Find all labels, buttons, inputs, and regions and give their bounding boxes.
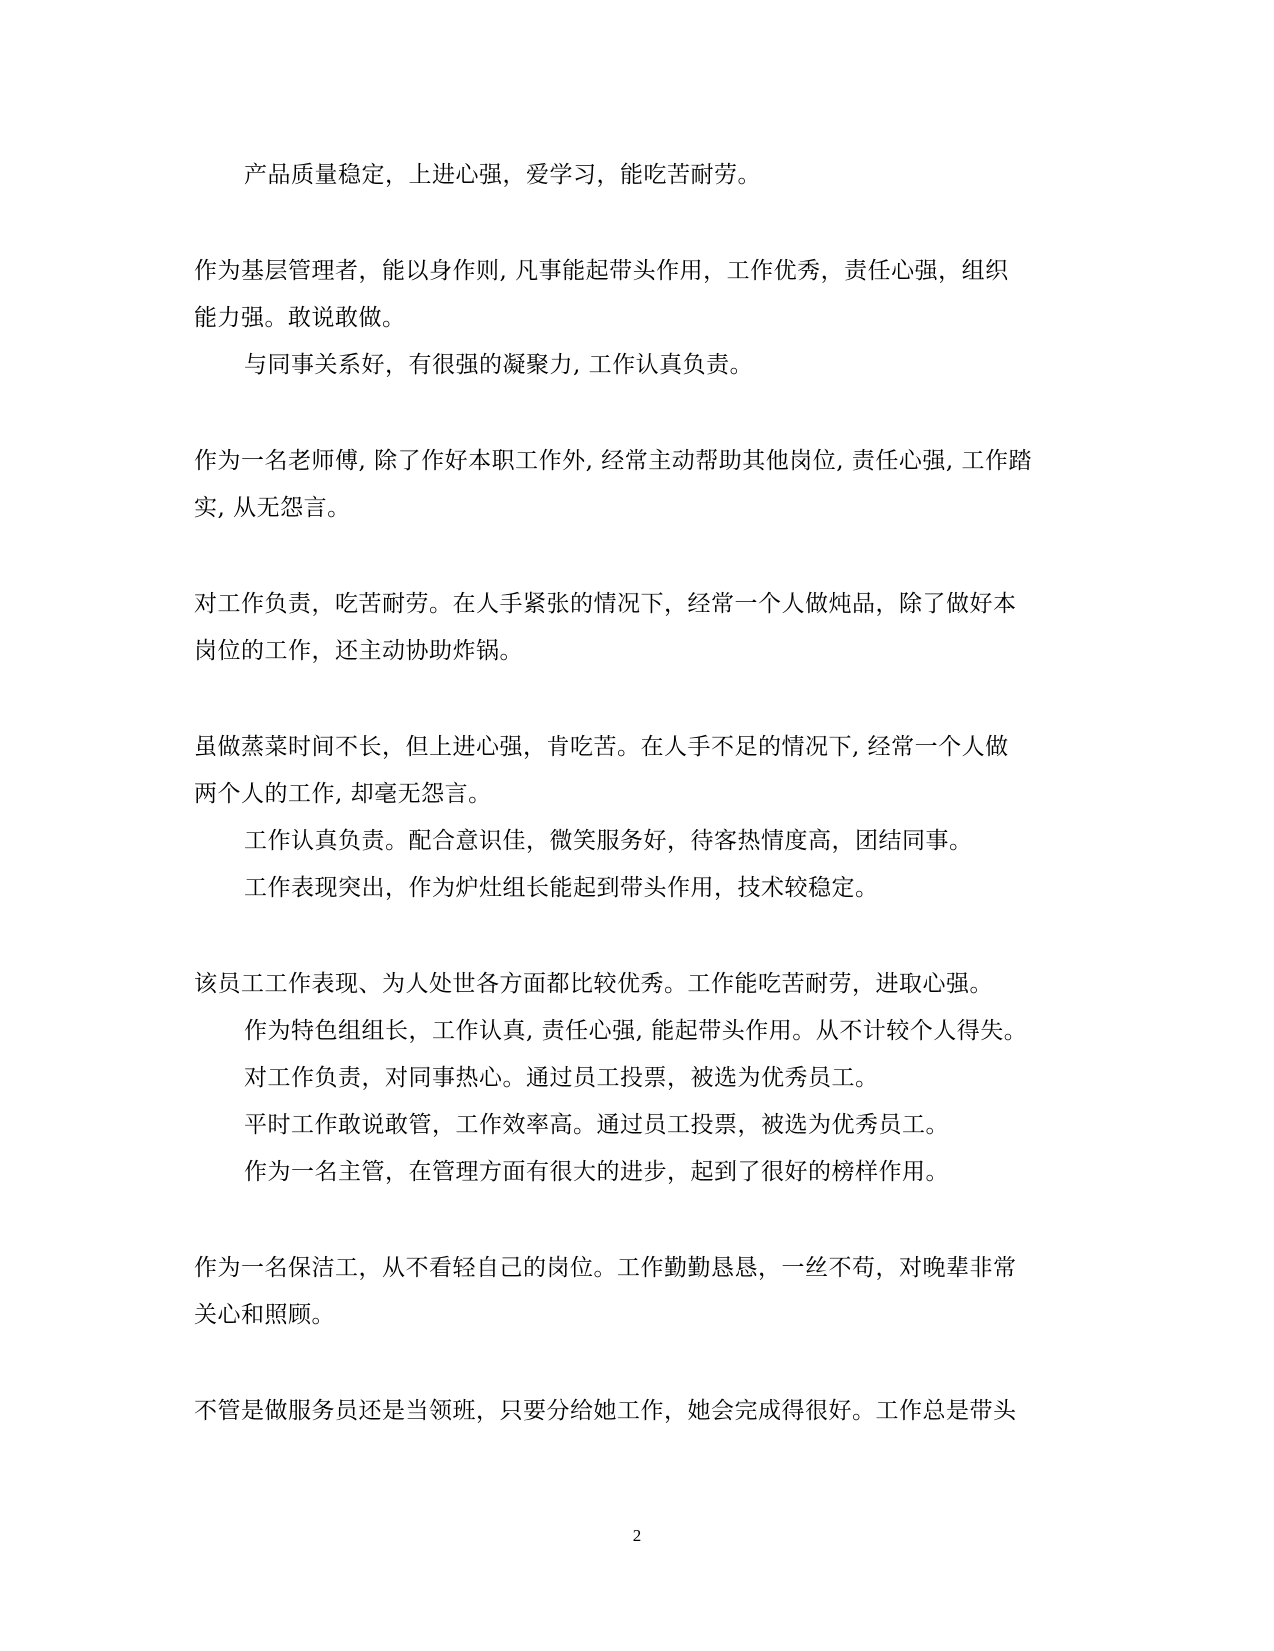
- text-line: 岗位的工作，还主动协助炸锅。: [194, 638, 523, 664]
- text-line: 作为一名老师傅, 除了作好本职工作外, 经常主动帮助其他岗位, 责任心强, 工作踏: [194, 448, 1032, 474]
- text-line: 不管是做服务员还是当领班，只要分给她工作，她会完成得很好。工作总是带头: [194, 1398, 1017, 1424]
- text-line: 能力强。敢说敢做。: [194, 305, 406, 331]
- text-line: 两个人的工作, 却毫无怨言。: [194, 781, 492, 807]
- text-line: 对工作负责，对同事热心。通过员工投票，被选为优秀员工。: [244, 1065, 879, 1091]
- text-line: 关心和照顾。: [194, 1302, 335, 1328]
- text-line: 作为特色组组长，工作认真, 责任心强, 能起带头作用。从不计较个人得失。: [244, 1018, 1028, 1044]
- text-line: 工作认真负责。配合意识佳，微笑服务好，待客热情度高，团结同事。: [244, 828, 973, 854]
- text-line: 作为一名保洁工，从不看轻自己的岗位。工作勤勤恳恳，一丝不苟，对晚辈非常: [194, 1255, 1017, 1281]
- page-number: 2: [632, 1526, 642, 1545]
- text-line: 该员工工作表现、为人处世各方面都比较优秀。工作能吃苦耐劳，进取心强。: [194, 971, 993, 997]
- text-line: 工作表现突出，作为炉灶组长能起到带头作用，技术较稳定。: [244, 875, 879, 901]
- text-line: 作为一名主管，在管理方面有很大的进步，起到了很好的榜样作用。: [244, 1159, 949, 1185]
- text-line: 实, 从无怨言。: [194, 495, 351, 521]
- text-line: 平时工作敢说敢管，工作效率高。通过员工投票，被选为优秀员工。: [244, 1112, 949, 1138]
- text-line: 对工作负责，吃苦耐劳。在人手紧张的情况下，经常一个人做炖品，除了做好本: [194, 591, 1017, 617]
- text-line: 虽做蒸菜时间不长，但上进心强，肯吃苦。在人手不足的情况下, 经常一个人做: [194, 734, 1009, 760]
- text-line: 作为基层管理者，能以身作则, 凡事能起带头作用，工作优秀，责任心强，组织: [194, 258, 1009, 284]
- text-line: 产品质量稳定，上进心强，爱学习，能吃苦耐劳。: [244, 162, 761, 188]
- text-line: 与同事关系好，有很强的凝聚力, 工作认真负责。: [244, 352, 754, 378]
